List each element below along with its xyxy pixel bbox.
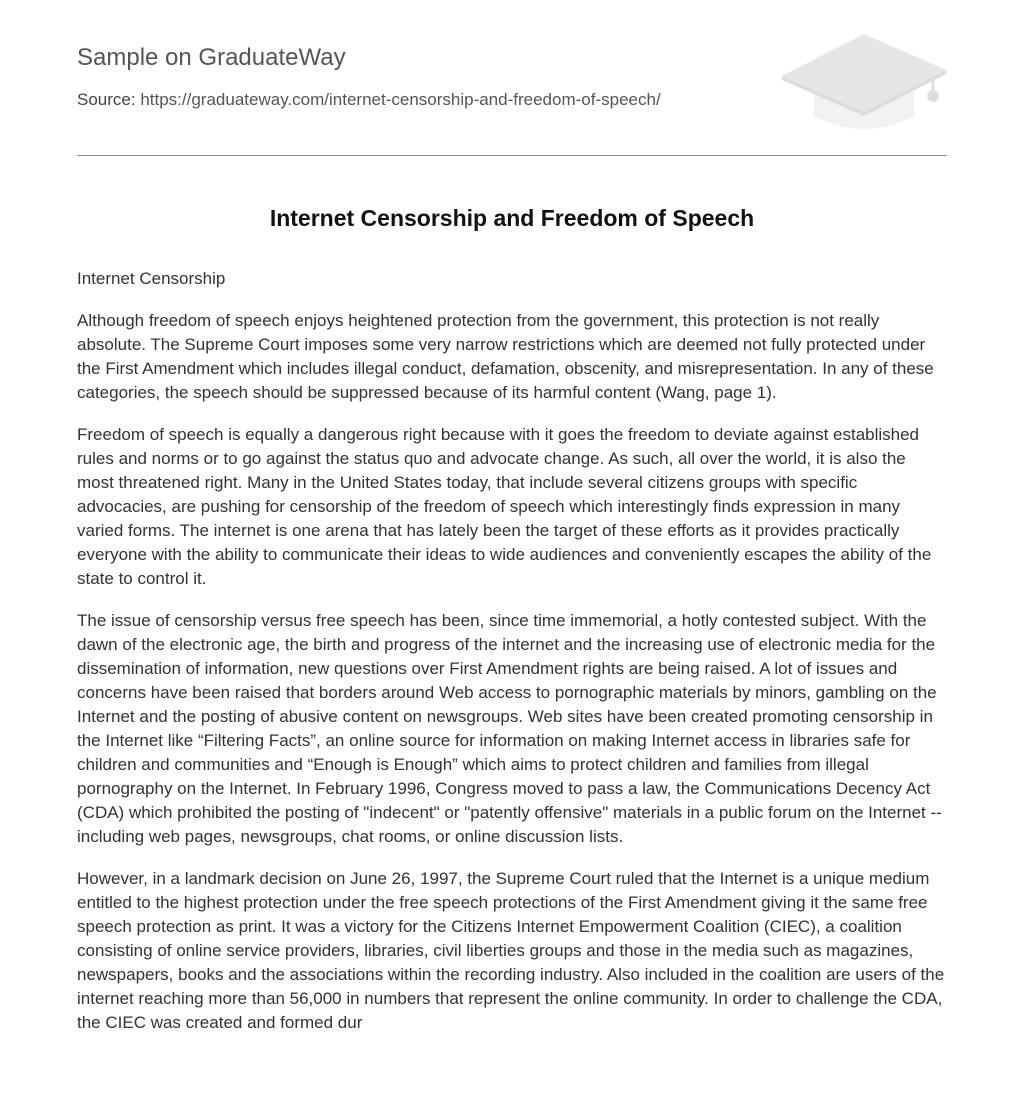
paragraph: Freedom of speech is equally a dangerous right because with it goes the freedom to deviate against established rules and norms or to go against the status quo and advocate change. As such, all over the world, it is also the most threatened right. Many in the United States today, that include several citizens groups with specific advocacies, are pushing for censorship of the freedom of speech which interestingly finds expression in many varied forms. The internet is one arena that has lately been the target of these efforts as it provides practically everyone with the ability to communicate their ideas to wide audiences and conveniently escapes the ability of the state to control it. — [77, 425, 932, 588]
source-label: Source: — [77, 90, 136, 109]
header-divider — [77, 155, 947, 156]
site-title: Sample on GraduateWay — [77, 44, 346, 71]
source-link[interactable]: https://graduateway.com/internet-censorship-and-freedom-of-speech/ — [140, 90, 661, 109]
article-subheading: Internet Censorship — [77, 269, 226, 288]
article-body — [77, 267, 947, 1063]
document-title: Internet Censorship and Freedom of Speech — [269, 205, 755, 231]
paragraph: Although freedom of speech enjoys heightened protection from the government, this protection is not really absolute. The Supreme Court imposes some very narrow restrictions which are deemed not fully protected under the First Amendment which includes illegal conduct, defamation, obscenity, and misrepresentation. In any of these categories, the speech should be suppressed because of its harmful content (Wang, page 1). — [77, 311, 934, 402]
paragraph: The issue of censorship versus free speech has been, since time immemorial, a hotly contested subject. With the dawn of the electronic age, the birth and progress of the internet and the increasing use of electronic media for the dissemination of information, new questions over First Amendment rights are being raised. A lot of issues and concerns have been raised that borders around Web access to pornographic materials by minors, gambling on the Internet and the posting of abusive content on newsgroups. Web sites have been created promoting censorship in the Internet like “Filtering Facts”, an online source for information on making Internet access in libraries safe for children and communities and “Enough is Enough” which aims to protect children and families from illegal pornography on the Internet. In February 1996, Congress moved to pass a law, the Communications Decency Act (CDA) which prohibited the posting of "indecent" or "patently offensive" materials in a public forum on the Internet -- including web pages, newsgroups, chat rooms, or online discussion lists. — [77, 611, 942, 846]
source-line — [77, 90, 661, 110]
graduation-cap-icon — [780, 30, 948, 134]
paragraph: However, in a landmark decision on June 26, 1997, the Supreme Court ruled that the Internet is a unique medium entitled to the highest protection under the free speech protections of the First Amendment giving it the same free speech protection as print. It was a victory for the Citizens Internet Empowerment Coalition (CIEC), a coalition consisting of online service providers, libraries, civil liberties groups and those in the media such as magazines, newspapers, books and the associations within the recording industry. Also included in the coalition are users of the internet reaching more than 56,000 in numbers that represent the online community. In order to challenge the CDA, the CIEC was created and formed dur — [77, 869, 945, 1032]
